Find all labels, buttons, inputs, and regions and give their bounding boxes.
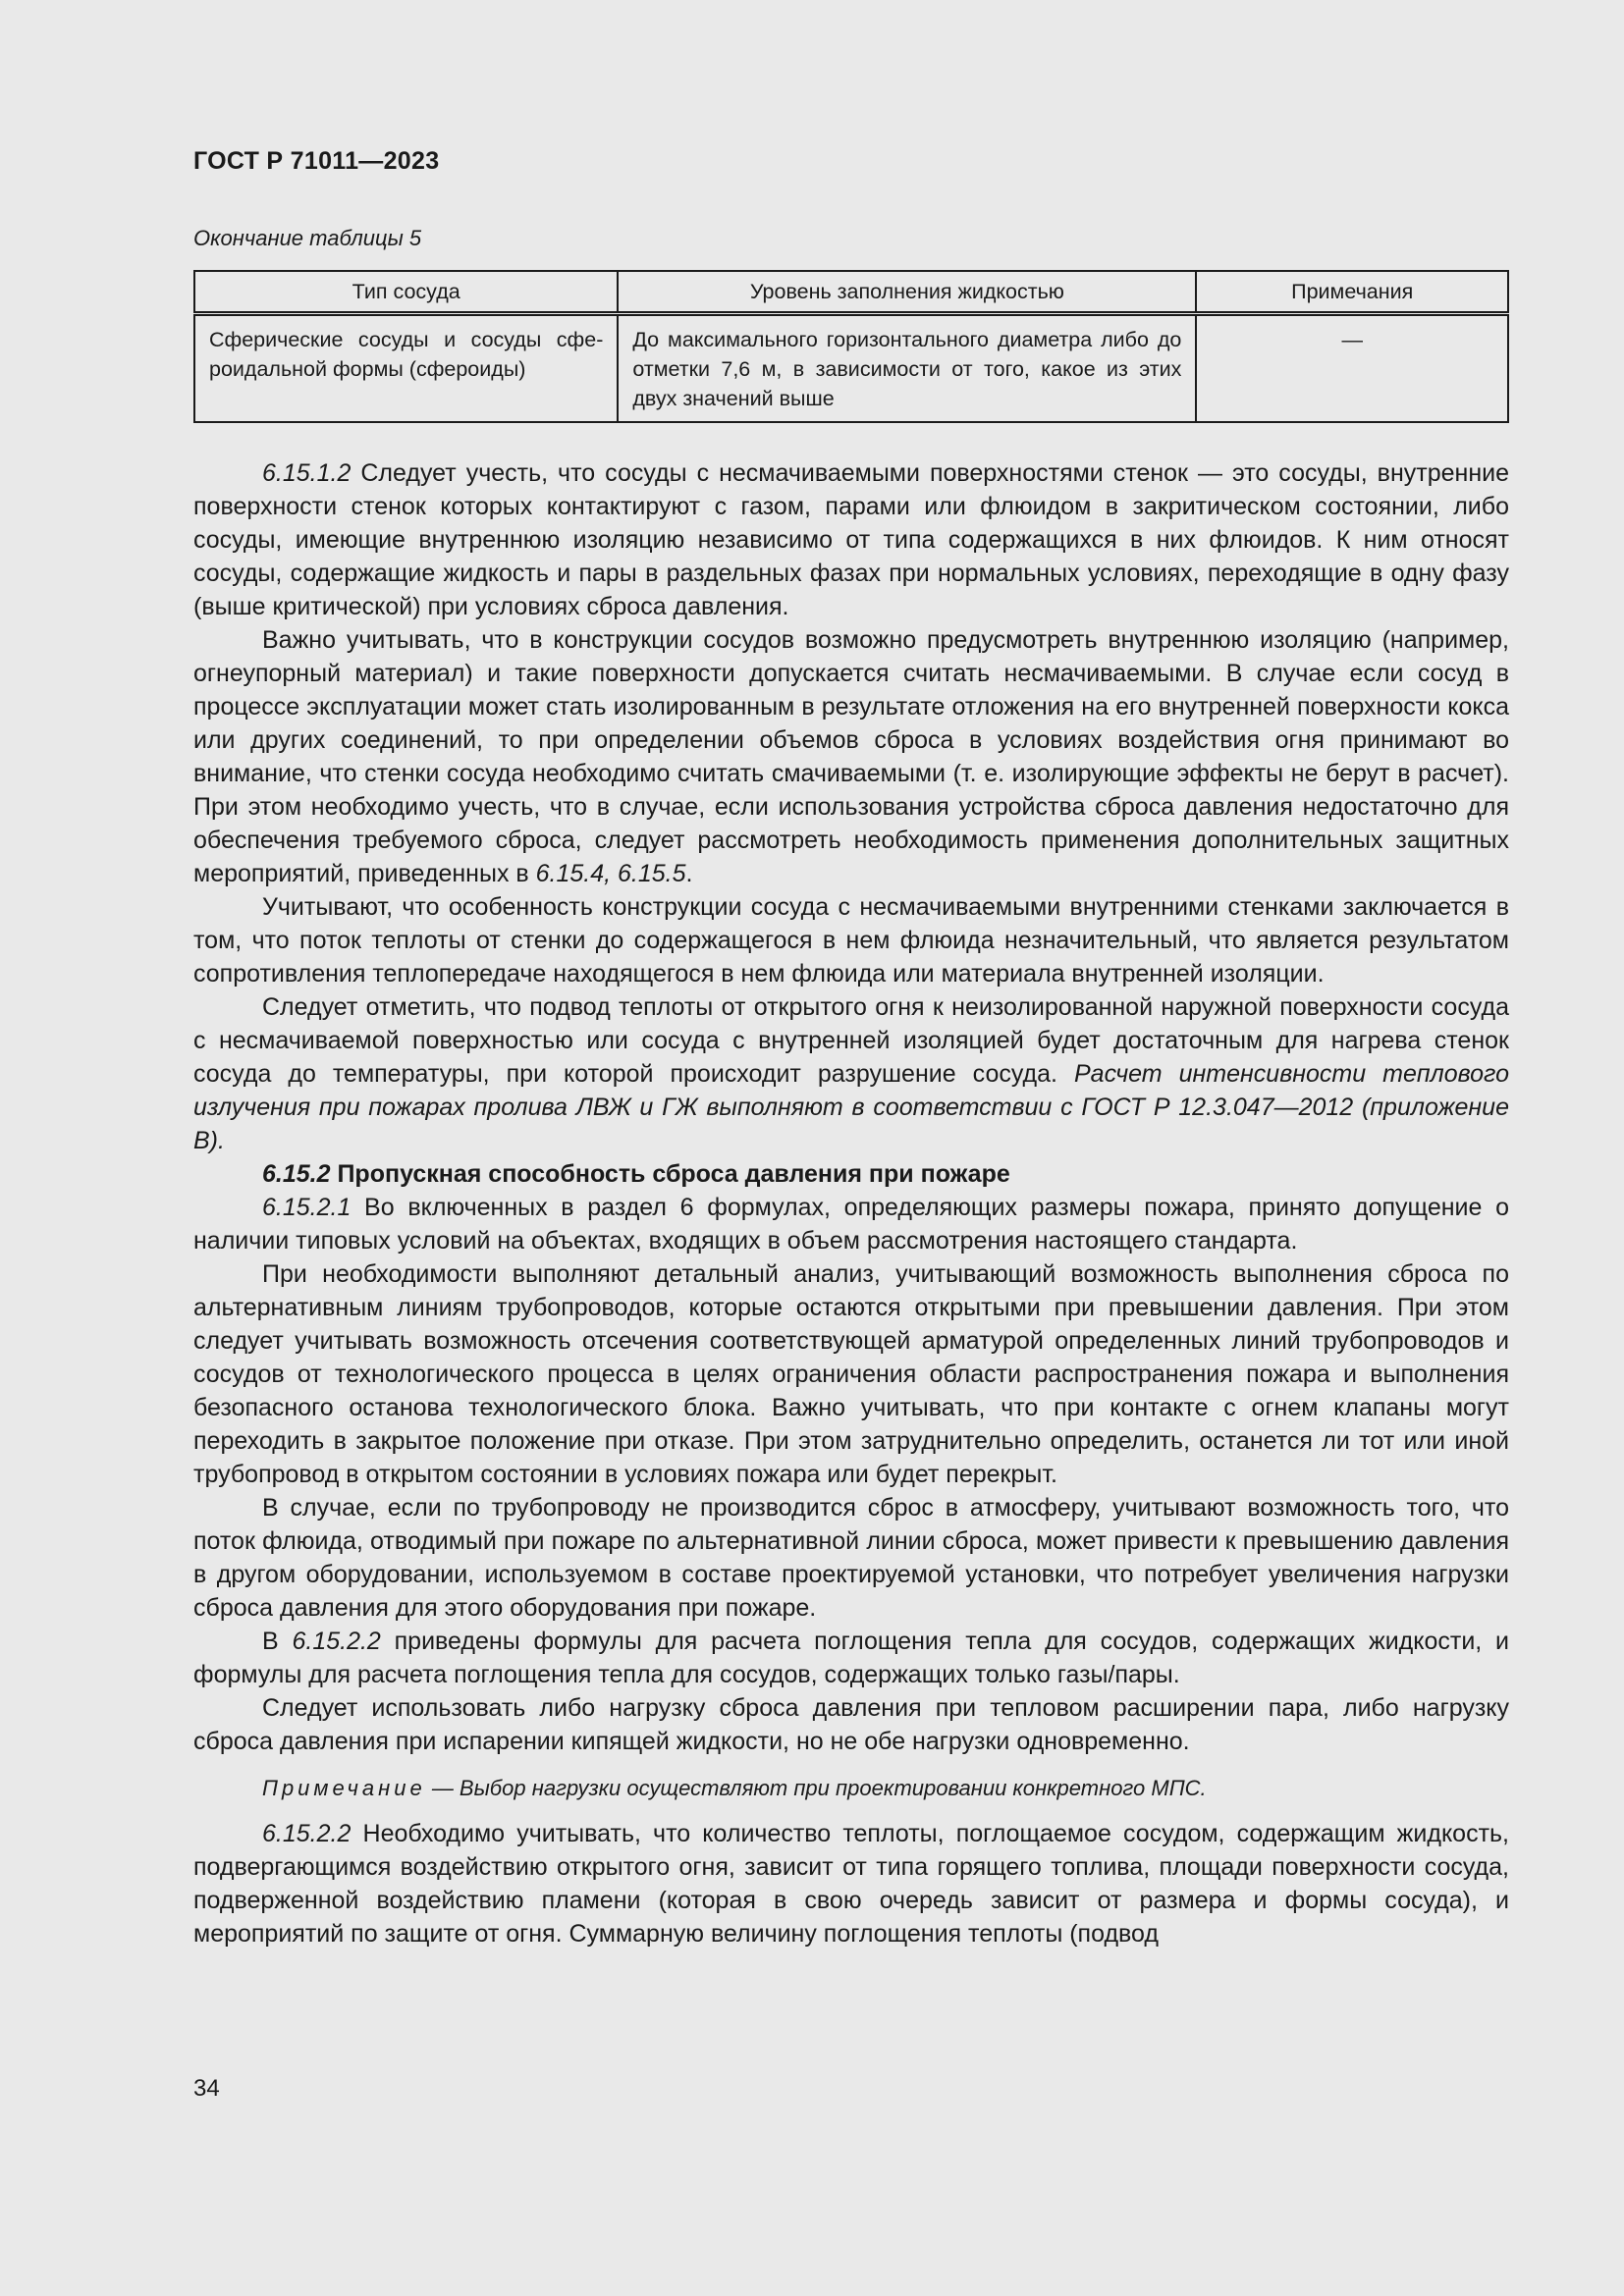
document-header: ГОСТ Р 71011—2023 [193, 147, 440, 175]
document-body [193, 456, 1509, 1950]
table-cell-notes: — [1196, 314, 1508, 423]
column-header: Примечания [1196, 271, 1508, 314]
paragraph-text: Во включенных в раздел 6 формулах, определяющих размеры пожара, принято допущение о наличии типовых условий на объектах, входящих в объем рассмотрения настоящего стандарта. [193, 1194, 1509, 1255]
paragraph-italic-text: Расчет интенсивности теплового излучения при пожарах пролива ЛВЖ и ГЖ выполняют в соответствии с ГОСТ Р 12.3.047—2012 (приложение В). [193, 1060, 1509, 1154]
paragraph-text: Учитывают, что особенность конструкции сосуда с несмачиваемыми внутренними стенками заключается в том, что поток теплоты от стенки до содержащегося в нем флюида незначительный, что является результатом сопротивления теплопередаче находящегося в нем флюида или материала внутренней изоляции. [193, 893, 1509, 988]
clause-number: 6.15.2.2 [262, 1820, 352, 1847]
clause-reference: 6.15.4, 6.15.5 [535, 860, 686, 887]
column-header: Тип сосуда [194, 271, 618, 314]
paragraph-text: Необходимо учитывать, что количество теплоты, поглощаемое сосудом, содержащим жидкость, подвергающимся воздействию открытого огня, зависит от типа горящего топлива, площади поверхности сосуда, подверженной воздействию пламени (которая в свою очередь зависит от размера и формы сосуда), и мероприятий по защите от огня. Суммарную величину поглощения теплоты (подвод [193, 1820, 1509, 1948]
paragraph-text: При необходимости выполняют детальный анализ, учитывающий возможность выполнения сброса по альтернативным линиям трубопроводов, которые остаются открытыми при превышении давления. При этом следует учитывать возможность отсечения соответствующей арматурой определенных линий трубопроводов и сосудов от технологического процесса в целях ограничения области распространения пожара и выполнения безопасного останова технологического блока. Важно учитывать, что при контакте с огнем клапаны могут переходить в закрытое положение при отказе. При этом затруднительно определить, останется ли тот или иной трубопровод в открытом состоянии в условиях пожара или будет перекрыт. [193, 1260, 1509, 1488]
table-caption: Окончание таблицы 5 [193, 226, 422, 250]
paragraph-text: приведены формулы для расчета поглощения тепла для сосудов, содержащих жидкости, и формулы для расчета поглощения тепла для сосудов, содержащих только газы/пары. [193, 1628, 1510, 1688]
paragraph-text: Важно учитывать, что в конструкции сосудов возможно предусмотреть внутреннюю изоляцию (например, огнеупорный материал) и такие поверхности допускается считать несмачиваемыми. В случае если сосуд в процессе эксплуатации может стать изолированным в результате отложения на его внутренней поверхности кокса или других соединений, то при определении объемов сброса в условиях воздействия огня принимают во внимание, что стенки сосуда необходимо считать смачиваемыми (т. е. изолирующие эффекты не берут в расчет). При этом необходимо учесть, что в случае, если использования устройства сброса давления недостаточно для обеспечения требуемого сброса, следует рассмотреть необходимость применения дополнительных защитных мероприятий, приведенных в [193, 626, 1509, 887]
page-number: 34 [193, 2075, 220, 2102]
paragraph-text: Следует использовать либо нагрузку сброса давления при тепловом расширении пара, либо нагрузку сброса давления при испарении кипящей жидкости, но не обе нагрузки одновременно. [193, 1694, 1509, 1755]
table-cell-fill-level: До максимального горизонтального диаметра либо до отметки 7,6 м, в зависимости от того, какое из этих двух значений выше [618, 314, 1196, 423]
section-number: 6.15.2 [262, 1160, 331, 1188]
paragraph [193, 990, 1509, 1157]
paragraph-text: В случае, если по трубопроводу не производится сброс в атмосферу, учитывают возможность того, что поток флюида, отводимый при пожаре по альтернативной линии сброса, может привести к превышению давления в другом оборудовании, используемом в составе проектируемой установки, что потребует увеличения нагрузки сброса давления для этого оборудования при пожаре. [193, 1494, 1509, 1622]
table-cell-vessel-type: Сферические сосуды и сосуды сфероидальной формы (сфероиды) [194, 314, 618, 423]
paragraph [193, 890, 1509, 990]
paragraph [193, 1625, 1509, 1691]
paragraph [193, 1691, 1509, 1758]
note-text: — Выбор нагрузки осуществляют при проектировании конкретного МПС. [425, 1776, 1207, 1800]
section-heading-6-15-2 [193, 1157, 1509, 1191]
paragraph-6-15-2-2 [193, 1817, 1509, 1950]
paragraph-text: . [685, 860, 693, 887]
paragraph [193, 1257, 1509, 1491]
paragraph [193, 623, 1509, 890]
clause-number: 6.15.2.1 [262, 1194, 352, 1221]
paragraph-text: Следует учесть, что сосуды с несмачиваемыми поверхностями стенок — это сосуды, внутренние поверхности стенок которых контактируют с газом, парами или флюидом в закритическом состоянии, либо сосуды, имеющие внутреннюю изоляцию независимо от типа содержащихся в них флюидов. К ним относят сосуды, содержащие жидкость и пары в раздельных фазах при нормальных условиях, переходящие в одну фазу (выше критической) при условиях сброса давления. [193, 459, 1509, 620]
paragraph-text: Следует отметить, что подвод теплоты от открытого огня к неизолированной наружной поверхности сосуда с несмачиваемой поверхностью или сосуда с внутренней изоляцией будет достаточным для нагрева стенок сосуда до температуры, при которой происходит разрушение сосуда. [193, 993, 1509, 1088]
paragraph-6-15-1-2 [193, 456, 1509, 623]
paragraph-text: В [262, 1628, 293, 1655]
clause-number: 6.15.1.2 [262, 459, 352, 487]
column-header: Уровень заполнения жидкостью [618, 271, 1196, 314]
paragraph-6-15-2-1 [193, 1191, 1509, 1257]
table-5 [193, 270, 1509, 423]
note [193, 1772, 1509, 1805]
section-title: Пропускная способность сброса давления при пожаре [330, 1160, 1010, 1188]
table-row [194, 314, 1508, 423]
table-header-row [194, 271, 1508, 314]
paragraph [193, 1491, 1509, 1625]
clause-reference: 6.15.2.2 [292, 1628, 381, 1655]
note-label: Примечание [262, 1776, 426, 1800]
